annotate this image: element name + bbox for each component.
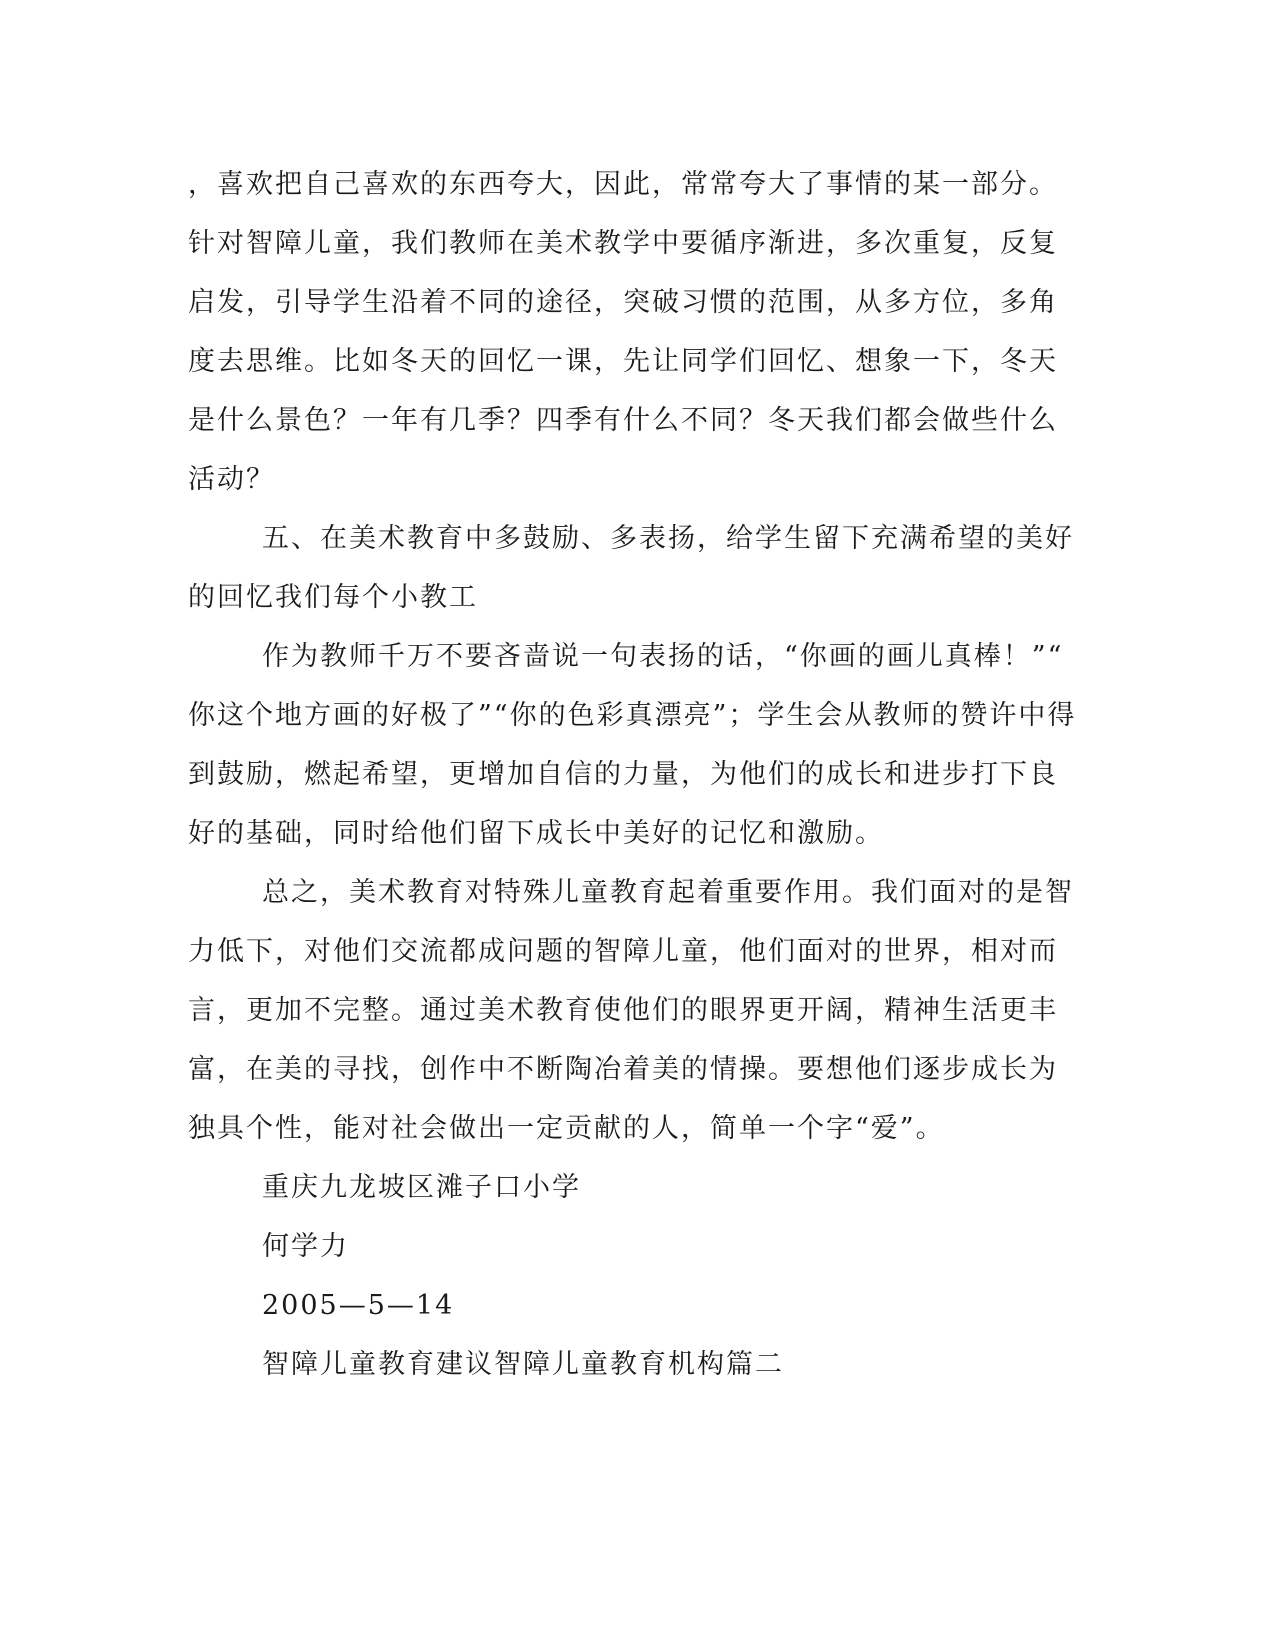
text-line: 力低下，对他们交流都成问题的智障儿童，他们面对的世界，相对而 <box>188 936 1058 967</box>
text-line: 活动？ <box>188 464 275 495</box>
author-date: 2005—5—14 <box>262 1290 455 1321</box>
next-section-title: 智障儿童教育建议智障儿童教育机构篇二 <box>262 1349 784 1380</box>
author-school: 重庆九龙坡区滩子口小学 <box>262 1172 581 1203</box>
text-line: 针对智障儿童，我们教师在美术教学中要循序渐进，多次重复，反复 <box>188 228 1058 259</box>
text-line: 度去思维。比如冬天的回忆一课，先让同学们回忆、想象一下，冬天 <box>188 346 1058 377</box>
text-line: 启发，引导学生沿着不同的途径，突破习惯的范围，从多方位，多角 <box>188 287 1058 318</box>
text-line: 言，更加不完整。通过美术教育使他们的眼界更开阔，精神生活更丰 <box>188 995 1058 1026</box>
text-line: 好的基础，同时给他们留下成长中美好的记忆和激励。 <box>188 818 884 849</box>
text-line: 独具个性，能对社会做出一定贡献的人，简单一个字“爱”。 <box>188 1113 945 1144</box>
text-line: 富，在美的寻找，创作中不断陶冶着美的情操。要想他们逐步成长为 <box>188 1054 1058 1085</box>
text-line: 总之，美术教育对特殊儿童教育起着重要作用。我们面对的是智 <box>262 877 1074 908</box>
text-line: 是什么景色？一年有几季？四季有什么不同？冬天我们都会做些什么 <box>188 405 1058 436</box>
section-heading: 五、在美术教育中多鼓励、多表扬，给学生留下充满希望的美好 <box>262 523 1074 554</box>
text-line: 你这个地方画的好极了”“你的色彩真漂亮”；学生会从教师的赞许中得 <box>188 700 1077 731</box>
text-line: ，喜欢把自己喜欢的东西夸大，因此，常常夸大了事情的某一部分。 <box>188 169 1058 200</box>
section-heading-continued: 的回忆我们每个小教工 <box>188 582 478 613</box>
text-line: 作为教师千万不要吝啬说一句表扬的话，“你画的画儿真棒！”“ <box>262 641 1064 672</box>
text-line: 到鼓励，燃起希望，更增加自信的力量，为他们的成长和进步打下良 <box>188 759 1058 790</box>
author-name: 何学力 <box>262 1231 349 1262</box>
